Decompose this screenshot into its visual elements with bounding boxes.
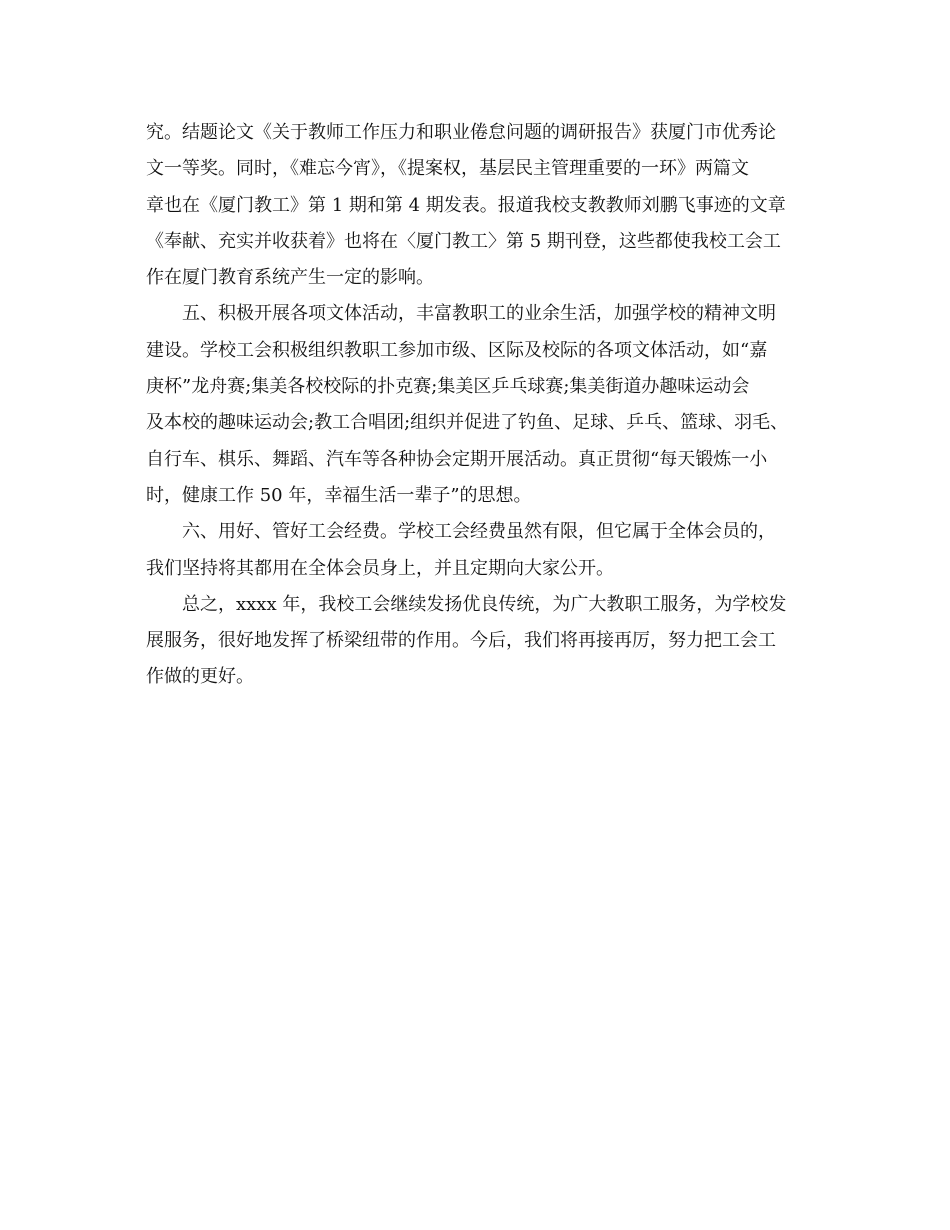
text-line: 作做的更好。 xyxy=(146,666,254,688)
body-text xyxy=(146,115,826,696)
paragraph-start-line: 六、用好、管好工会经费。学校工会经费虽然有限，但它属于全体会员的， xyxy=(182,521,776,543)
text-line: 章也在《厦门教工》第 1 期和第 4 期发表。报道我校支教教师刘鹏飞事迹的文章 xyxy=(146,194,786,216)
text-line: 时，健康工作 50 年，幸福生活一辈子”的思想。 xyxy=(146,484,532,506)
text-line: 庚杯”龙舟赛;集美各校校际的扑克赛;集美区乒乓球赛;集美街道办趣味运动会 xyxy=(146,376,750,398)
text-line: 《奉献、充实并收获着》也将在〈厦门教工〉第 5 期刊登，这些都使我校工会工 xyxy=(146,230,781,252)
text-line: 自行车、棋乐、舞蹈、汽车等各种协会定期开展活动。真正贯彻“每天锻炼一小 xyxy=(146,448,768,470)
paragraph-start-line: 总之，xxxx 年，我校工会继续发扬优良传统，为广大教职工服务，为学校发 xyxy=(182,593,787,615)
paragraph-start-line: 五、积极开展各项文体活动，丰富教职工的业余生活，加强学校的精神文明 xyxy=(182,303,776,325)
text-line: 究。结题论文《关于教师工作压力和职业倦怠问题的调研报告》获厦门市优秀论 xyxy=(146,122,776,143)
text-line: 及本校的趣味运动会;教工合唱团;组织并促进了钓鱼、足球、乒乓、篮球、羽毛、 xyxy=(146,412,789,434)
text-line: 我们坚持将其都用在全体会员身上，并且定期向大家公开。 xyxy=(146,557,614,579)
text-line: 文一等奖。同时，《难忘今宵》，《提案权，基层民主管理重要的一环》两篇文 xyxy=(146,158,749,180)
text-line: 展服务，很好地发挥了桥梁纽带的作用。今后，我们将再接再厉，努力把工会工 xyxy=(146,630,776,652)
text-line: 作在厦门教育系统产生一定的影响。 xyxy=(146,267,434,289)
text-line: 建设。学校工会积极组织教职工参加市级、区际及校际的各项文体活动，如“嘉 xyxy=(146,339,768,361)
